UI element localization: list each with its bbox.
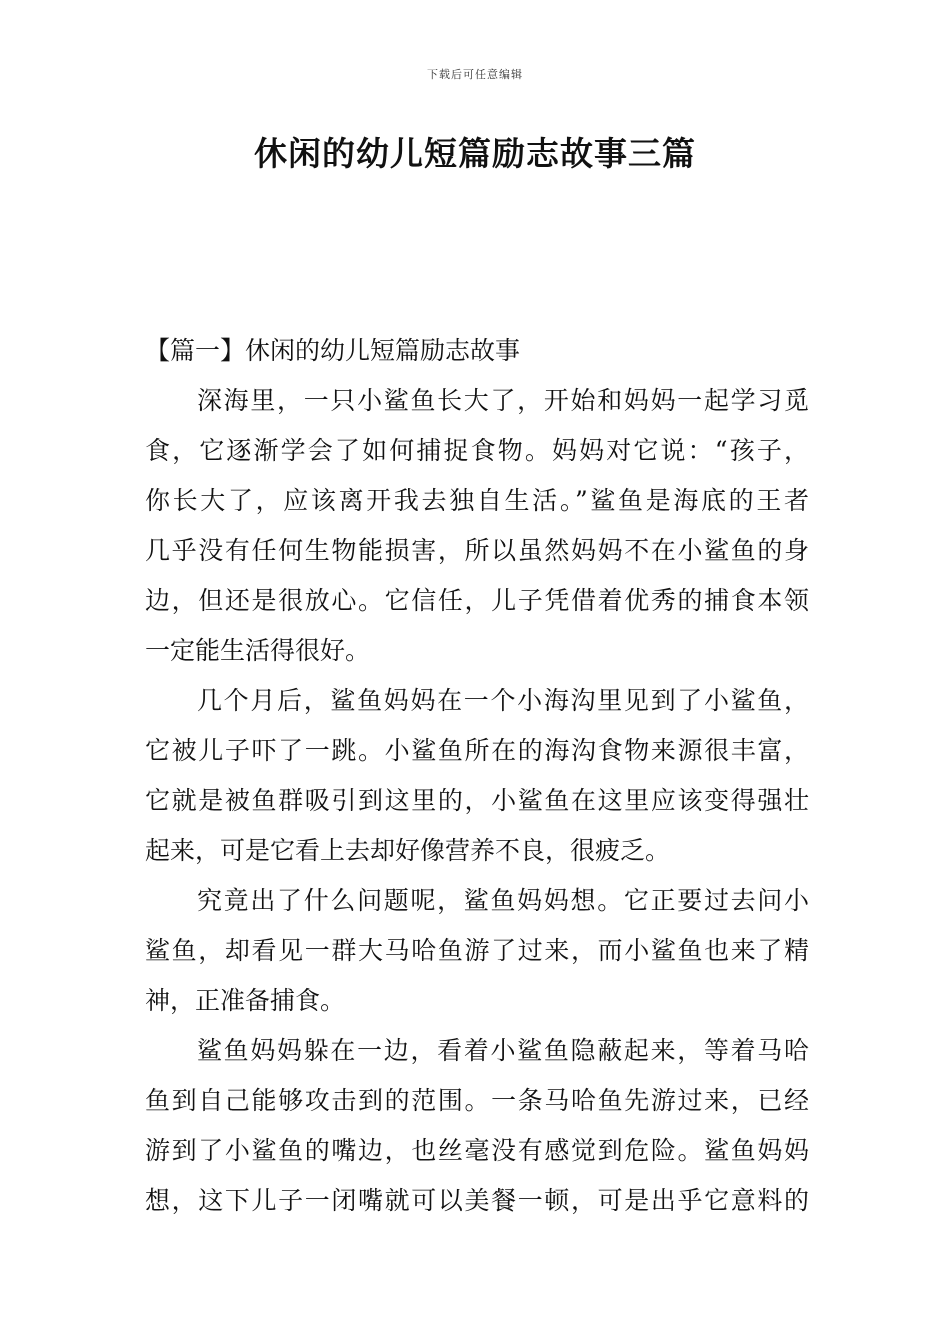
- document-body: [145, 326, 809, 1226]
- paragraph-3: [145, 876, 809, 1026]
- text-line: 神，正准备捕食。: [145, 986, 346, 1015]
- text-line: 一定能生活得很好。: [145, 636, 371, 665]
- text-line: 它被儿子吓了一跳。小鲨鱼所在的海沟食物来源很丰富，: [145, 736, 809, 765]
- text-line: 边，但还是很放心。它信任，儿子凭借着优秀的捕食本领: [145, 586, 809, 615]
- section-heading: 【篇一】休闲的幼儿短篇励志故事: [145, 336, 521, 365]
- text-line: 你长大了，应该离开我去独自生活。”鲨鱼是海底的王者: [145, 486, 809, 515]
- text-line: 想，这下儿子一闭嘴就可以美餐一顿，可是出乎它意料的: [145, 1186, 809, 1215]
- text-line: 深海里，一只小鲨鱼长大了，开始和妈妈一起学习觅: [197, 386, 809, 415]
- text-line: 鲨鱼，却看见一群大马哈鱼游了过来，而小鲨鱼也来了精: [145, 936, 809, 965]
- paragraph-2: [145, 676, 809, 876]
- text-line: 它就是被鱼群吸引到这里的，小鲨鱼在这里应该变得强壮: [145, 786, 809, 815]
- paragraph-1: [145, 376, 809, 676]
- text-line: 几乎没有任何生物能损害，所以虽然妈妈不在小鲨鱼的身: [145, 536, 809, 565]
- paragraph-4: [145, 1026, 809, 1226]
- text-line: 鱼到自己能够攻击到的范围。一条马哈鱼先游过来，已经: [145, 1086, 809, 1115]
- text-line: 起来，可是它看上去却好像营养不良，很疲乏。: [145, 836, 671, 865]
- document-title: 休闲的幼儿短篇励志故事三篇: [254, 134, 696, 173]
- text-line: 几个月后，鲨鱼妈妈在一个小海沟里见到了小鲨鱼，: [197, 686, 809, 715]
- text-line: 游到了小鲨鱼的嘴边，也丝毫没有感觉到危险。鲨鱼妈妈: [145, 1136, 809, 1165]
- text-line: 食，它逐渐学会了如何捕捉食物。妈妈对它说：“孩子，: [145, 436, 809, 465]
- text-line: 鲨鱼妈妈躲在一边，看着小鲨鱼隐蔽起来，等着马哈: [197, 1036, 809, 1065]
- page-header-note: 下载后可任意编辑: [427, 68, 523, 81]
- text-line: 究竟出了什么问题呢，鲨鱼妈妈想。它正要过去问小: [197, 886, 809, 915]
